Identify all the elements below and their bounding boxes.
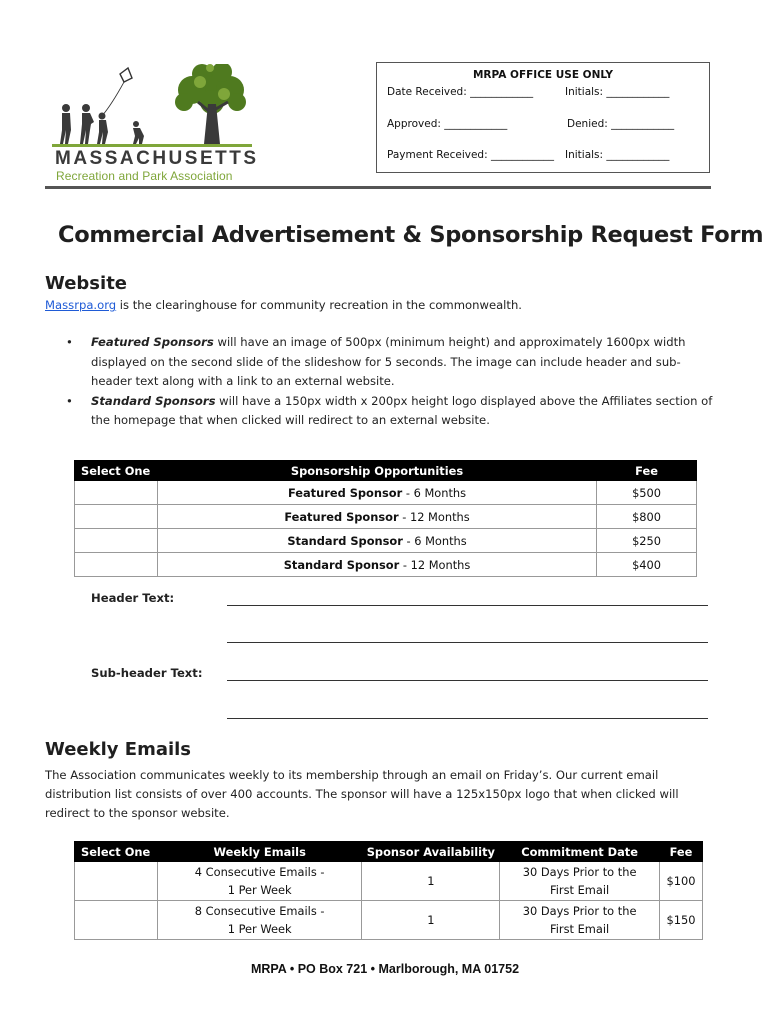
- fee-cell: $400: [597, 553, 697, 577]
- website-intro: [45, 296, 715, 315]
- initials-field-2: Initials: ____________: [565, 149, 670, 161]
- subheader-text-line-2[interactable]: [227, 718, 708, 719]
- col-sponsor-availability: Sponsor Availability: [362, 842, 500, 862]
- bullet-icon: •: [66, 393, 73, 408]
- weekly-emails-cell: 8 Consecutive Emails - 1 Per Week: [157, 901, 362, 940]
- col-select-one: Select One: [75, 842, 158, 862]
- website-heading: Website: [45, 273, 128, 294]
- table-header-row: [75, 842, 703, 862]
- col-fee: Fee: [597, 461, 697, 481]
- fee-cell: $500: [597, 481, 697, 505]
- weekly-emails-table: [74, 841, 703, 940]
- fee-cell: $150: [659, 901, 702, 940]
- sponsorship-table: [74, 460, 697, 577]
- table-row: [75, 505, 697, 529]
- header-text-line-2[interactable]: [227, 642, 708, 643]
- initials-field-1: Initials: ____________: [565, 86, 670, 98]
- website-intro-text: is the clearinghouse for community recreation in the commonwealth.: [116, 298, 522, 312]
- availability-cell: 1: [362, 901, 500, 940]
- bullet-lead: Standard Sponsors: [91, 393, 216, 408]
- table-header-row: [75, 461, 697, 481]
- select-cell[interactable]: [75, 529, 158, 553]
- table-row: [75, 481, 697, 505]
- office-use-title: MRPA OFFICE USE ONLY: [472, 69, 614, 81]
- opportunity-cell: Featured Sponsor - 6 Months: [157, 481, 596, 505]
- list-item: [66, 333, 716, 392]
- bullet-lead: Featured Sponsors: [91, 335, 214, 349]
- opportunity-cell: Standard Sponsor - 12 Months: [157, 553, 596, 577]
- header-divider: [45, 186, 711, 189]
- commitment-cell: 30 Days Prior to the First Email: [500, 901, 660, 940]
- header-text-line-1[interactable]: [227, 605, 708, 606]
- website-bullet-list: [66, 333, 716, 431]
- page-title: Commercial Advertisement & Sponsorship Request Form: [58, 222, 764, 248]
- select-cell[interactable]: [75, 901, 158, 940]
- col-weekly-emails: Weekly Emails: [157, 842, 362, 862]
- logo-wordmark: MASSACHUSETTS: [55, 148, 259, 169]
- denied-field: Denied: ____________: [567, 118, 675, 130]
- opportunity-cell: Featured Sponsor - 12 Months: [157, 505, 596, 529]
- header-text-label: Header Text:: [91, 591, 175, 605]
- col-commitment-date: Commitment Date: [500, 842, 660, 862]
- opportunity-cell: Standard Sponsor - 6 Months: [157, 529, 596, 553]
- tree-family-kite-icon: [52, 64, 252, 148]
- availability-cell: 1: [362, 862, 500, 901]
- table-row: [75, 553, 697, 577]
- office-use-box: [376, 62, 710, 173]
- bullet-icon: •: [66, 335, 73, 349]
- select-cell[interactable]: [75, 505, 158, 529]
- bullet-text: will have a 150px width x 200px height logo displayed above the Affiliates section of the homepage that when clicked will redirect to an external website.: [91, 393, 713, 427]
- logo-subtitle: Recreation and Park Association: [56, 169, 233, 183]
- subheader-text-line-1[interactable]: [227, 680, 708, 681]
- payment-received-field: Payment Received: ____________: [387, 149, 554, 161]
- bullet-text: will have an image of 500px (minimum height) and approximately 1600px width displayed on the second slide of the slideshow for 5 seconds. The image can include header and sub-header text along with a link to an external website.: [91, 335, 686, 388]
- mrpa-logo: [52, 64, 259, 184]
- weekly-emails-paragraph: The Association communicates weekly to its membership through an email on Friday’s. Our current email distribution list consists of over 400 accounts. The sponsor will have a 125x150px logo that when clicked will redirect to the sponsor website.: [45, 768, 679, 820]
- select-cell[interactable]: [75, 553, 158, 577]
- commitment-cell: 30 Days Prior to the First Email: [500, 862, 660, 901]
- weekly-emails-cell: 4 Consecutive Emails - 1 Per Week: [157, 862, 362, 901]
- select-cell[interactable]: [75, 481, 158, 505]
- weekly-emails-heading: Weekly Emails: [45, 739, 192, 760]
- col-select-one: Select One: [75, 461, 158, 481]
- footer-address: MRPA • PO Box 721 • Marlborough, MA 01752: [250, 962, 520, 976]
- list-item: [66, 392, 716, 431]
- table-row: [75, 901, 703, 940]
- select-cell[interactable]: [75, 862, 158, 901]
- fee-cell: $250: [597, 529, 697, 553]
- subheader-text-label: Sub-header Text:: [91, 666, 203, 680]
- approved-field: Approved: ____________: [387, 118, 508, 130]
- col-sponsorship-opportunities: Sponsorship Opportunities: [157, 461, 596, 481]
- fee-cell: $100: [659, 862, 702, 901]
- massrpa-link[interactable]: Massrpa.org: [45, 298, 117, 312]
- date-received-field: Date Received: ____________: [387, 86, 534, 98]
- fee-cell: $800: [597, 505, 697, 529]
- table-row: [75, 529, 697, 553]
- col-fee: Fee: [659, 842, 702, 862]
- table-row: [75, 862, 703, 901]
